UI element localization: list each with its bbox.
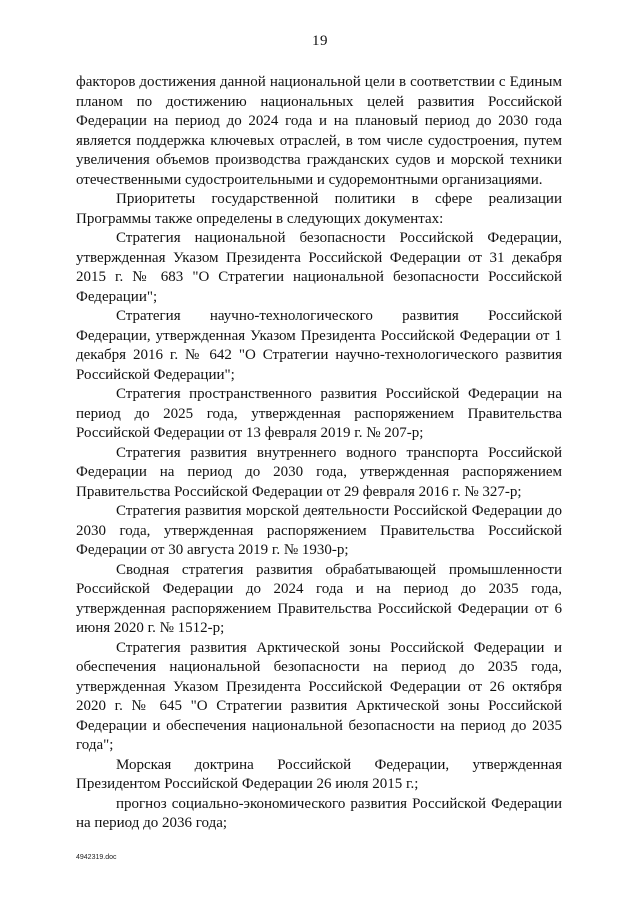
paragraph-science-tech-strategy: Стратегия научно-технологического развития Российской Федерации, утвержденная Указом Президента Российской Федерации от 1 декабря 2016 г. № 642 "О Стратегии научно-технологического развития Российской Федерации";	[76, 308, 562, 383]
paragraph-maritime-activity-strategy: Стратегия развития морской деятельности Российской Федерации до 2030 года, утвержденная распоряжением Правительства Российской Федерации от 30 августа 2019 г. № 1930-р;	[76, 503, 562, 558]
page-number: 19	[312, 33, 328, 49]
paragraph-manufacturing-strategy: Сводная стратегия развития обрабатывающей промышленности Российской Федерации до 2024 года и на период до 2035 года, утвержденная распоряжением Правительства Российской Федерации от 6 июня 2020 г. № 1512-р;	[76, 561, 562, 636]
paragraph-continuation: факторов достижения данной национальной цели в соответствии с Единым планом по достижению национальных целей развития Российской Федерации на период до 2024 года и на плановый период до 2030 года является поддержка ключевых отраслей, в том числе судостроения, путем увеличения объемов производства гражданских судов и морской техники отечественными судостроительными и судоремонтными организациями.	[76, 74, 562, 188]
paragraph-maritime-doctrine: Морская доктрина Российской Федерации, утвержденная Президентом Российской Федерации 26 июля 2015 г.;	[76, 756, 562, 792]
paragraph-inland-water-transport-strategy: Стратегия развития внутреннего водного транспорта Российской Федерации на период до 2030 года, утвержденная распоряжением Правительства Российской Федерации от 29 февраля 2016 г. № 327-р;	[76, 444, 562, 500]
document-file-id: 4942319.doc	[76, 854, 117, 861]
paragraph-spatial-development-strategy: Стратегия пространственного развития Российской Федерации на период до 2025 года, утвержденная распоряжением Правительства Российской Федерации от 13 февраля 2019 г. № 207-р;	[76, 386, 562, 441]
paragraph-priorities-intro: Приоритеты государственной политики в сфере реализации Программы также определены в следующих документах:	[76, 191, 562, 227]
paragraph-national-security-strategy: Стратегия национальной безопасности Российской Федерации, утвержденная Указом Президента Российской Федерации от 31 декабря 2015 г. № 683 "О Стратегии национальной безопасности Российской Федерации";	[76, 230, 562, 305]
paragraph-arctic-zone-strategy: Стратегия развития Арктической зоны Российской Федерации и обеспечения национальной безопасности на период до 2035 года, утвержденная Указом Президента Российской Федерации от 26 октября 2020 г. № 645 "О Стратегии развития Арктической зоны Российской Федерации и обеспечения национальной безопасности на период до 2035 года";	[76, 639, 562, 753]
paragraph-socioeconomic-forecast: прогноз социально-экономического развития Российской Федерации на период до 2036 года;	[76, 795, 562, 831]
document-body	[76, 73, 562, 834]
